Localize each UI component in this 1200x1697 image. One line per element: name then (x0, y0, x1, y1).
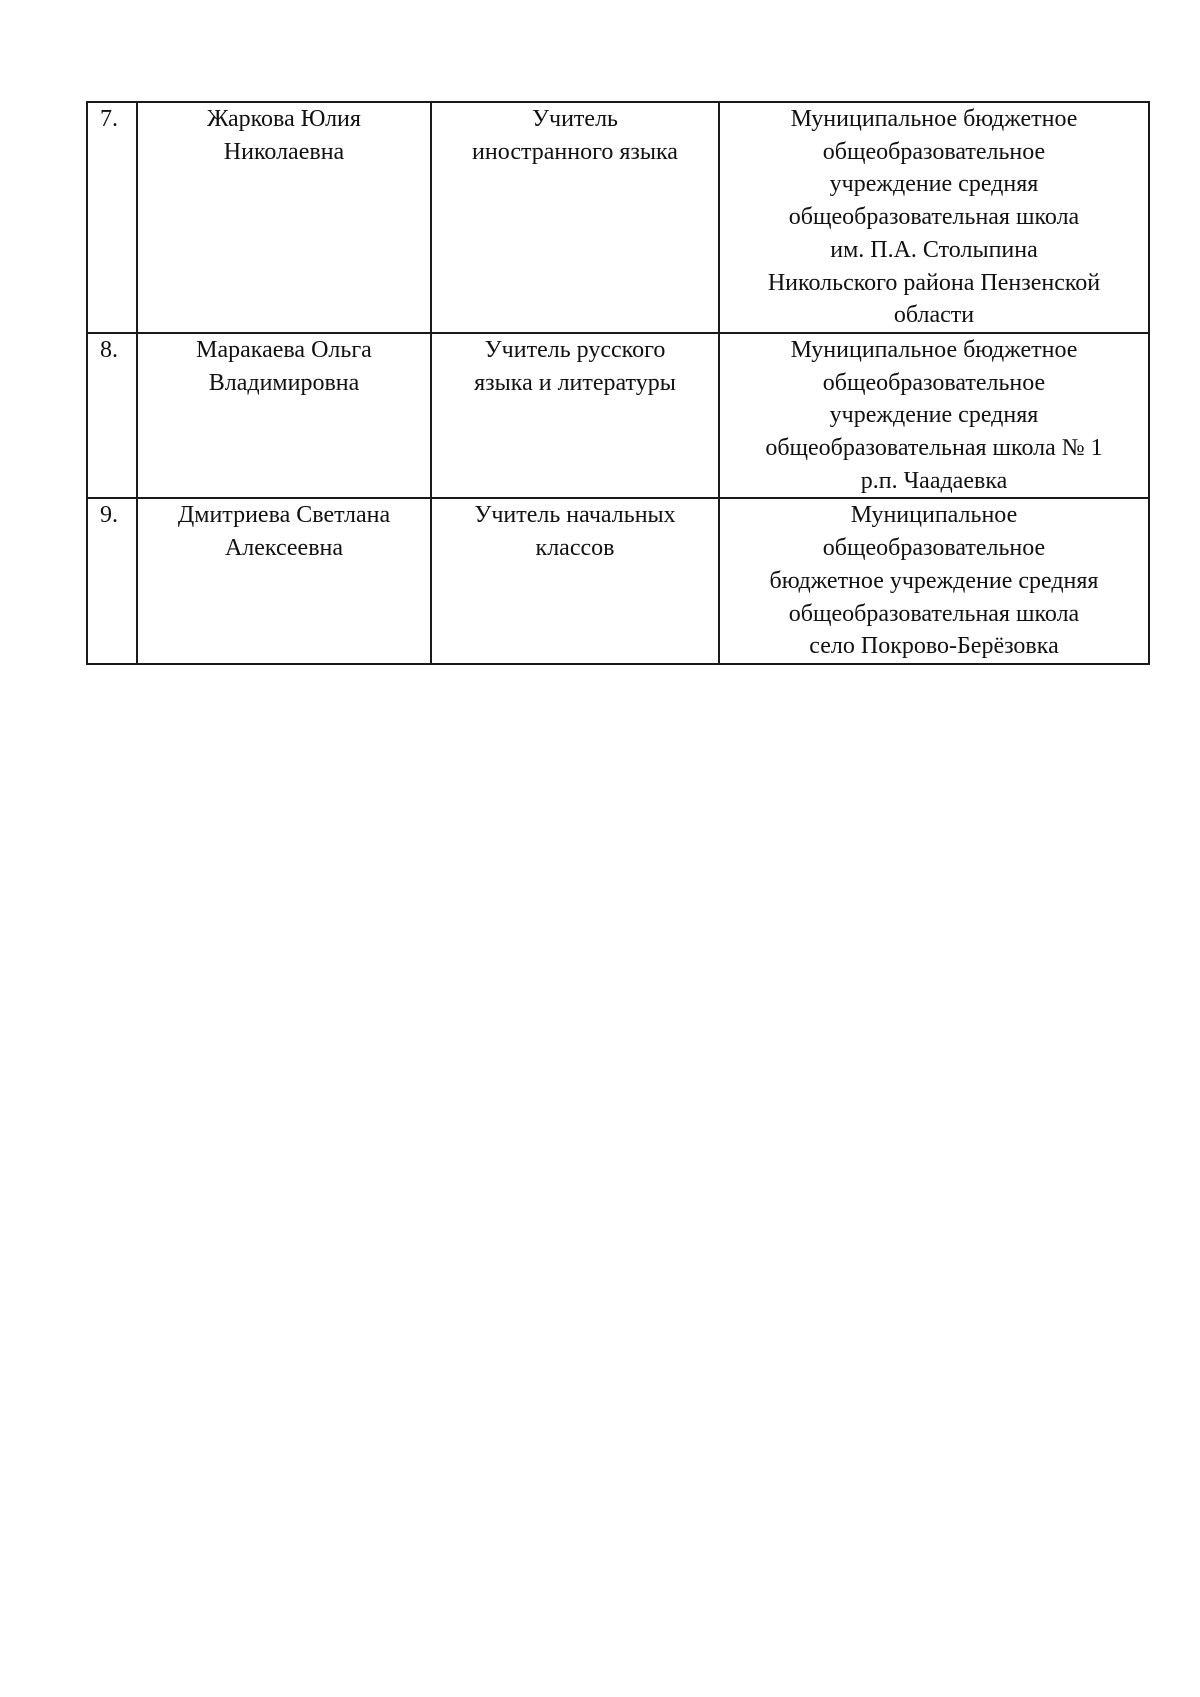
teacher-institution: Муниципальное общеобразовательное бюджетное учреждение средняя общеобразовательная школа село Покрово-Берёзовка (769, 502, 1099, 660)
teacher-position: Учитель иностранного языка (472, 106, 678, 165)
institution-cell (719, 498, 1149, 664)
row-number-cell (87, 498, 137, 664)
row-number: 9. (100, 502, 118, 529)
row-number: 8. (100, 336, 118, 363)
teacher-institution: Муниципальное бюджетное общеобразовательное учреждение средняя общеобразовательная школа № 1 р.п. Чаадаевка (765, 336, 1103, 494)
teacher-institution: Муниципальное бюджетное общеобразовательное учреждение средняя общеобразовательная школа им. П.А. Столыпина Никольского района Пензенской области (767, 106, 1101, 329)
table-row (87, 333, 1149, 499)
teacher-name: Жаркова Юлия Николаевна (207, 106, 361, 165)
name-cell (137, 498, 431, 664)
position-cell (431, 333, 719, 499)
teacher-name: Маракаева Ольга Владимировна (196, 336, 372, 396)
teacher-name: Дмитриева Светлана Алексеевна (177, 502, 391, 562)
row-number-cell (87, 333, 137, 499)
position-cell (431, 498, 719, 664)
teacher-position: Учитель русского языка и литературы (474, 336, 676, 396)
staff-table (86, 101, 1150, 665)
name-cell (137, 102, 431, 333)
row-number: 7. (100, 106, 118, 132)
position-cell (431, 102, 719, 333)
institution-cell (719, 102, 1149, 333)
row-number-cell (87, 102, 137, 333)
teacher-position: Учитель начальных классов (474, 502, 676, 562)
institution-cell (719, 333, 1149, 499)
table-row (87, 498, 1149, 664)
name-cell (137, 333, 431, 499)
table-row (87, 102, 1149, 333)
